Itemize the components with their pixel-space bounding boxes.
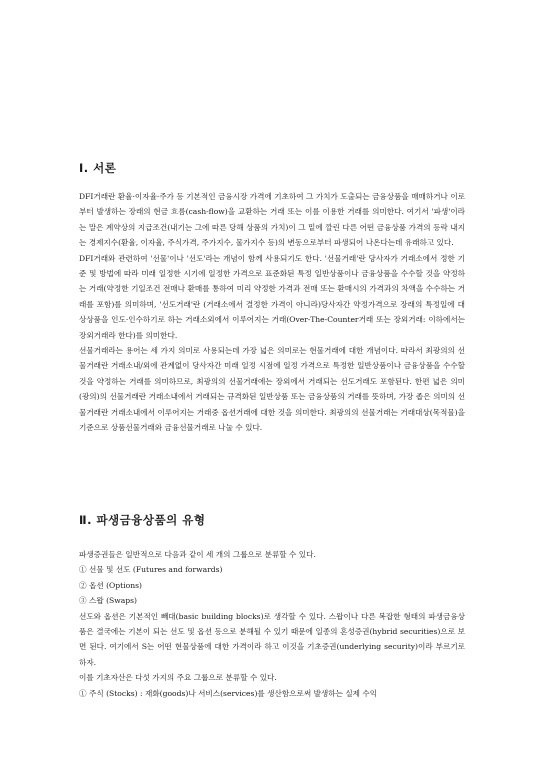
paragraph: 선도와 옵션은 기본적인 빼대(basic building blocks)로 생각할 수 있다. 스왑이나 다른 복잡한 형태의 파생금융상품은 결국에는 기본이 되는 선도 및 옵션 등으로 분해될 수 있기 때문에 일종의 혼성증권(hybrid securities)으로 보면 된다. 여기에서 S는 어떤 현물상품에 대한 가격이라 하고 이것을 기초증권(underlying security)이라 부르기로 하자. xyxy=(79,611,465,667)
list-item: ① 주식 (Stocks) : 재화(goods)나 서비스(services)를 생산함으로써 발생하는 실제 수익 xyxy=(79,688,378,698)
list-item: ③ 스왑 (Swaps) xyxy=(79,596,138,606)
list-item: ② 옵션 (Options) xyxy=(79,580,142,590)
list-item: ① 선물 및 선도 (Futures and forwards) xyxy=(79,565,223,575)
paragraph: DFI거래와 관련하여 '선물'이나 '선도'라는 개념이 함께 사용되기도 한다. '선물거래'란 당사자가 거래소에서 정한 기준 및 방법에 따라 미래 일정한 시기에 일정한 가격으로 표준화된 특정 일반상품이나 금융상품을 수수할 것을 약정하는 거래(약정한 기일조건 전매나 환매를 통하여 미리 약정한 가격과 전매 또는 환매시의 가격과의 차액을 수수하는 거래를 포함)를 의미하며, '선도거래'란 (거래소에서 결정한 가격이 아니라)당사자간 약정가격으로 장래의 특정일에 대상상품을 인도·인수하기로 하는 거래소외에서 이루어지는 거래(Over-The-Counter거래 또는 장외거래: 이하에서는 장외거래라 한다)를 의미한다. xyxy=(79,253,465,340)
paragraph: 파생증권들은 일반적으로 다음과 같이 세 개의 그룹으로 분류할 수 있다. xyxy=(79,550,316,559)
section-2-body xyxy=(79,547,465,701)
paragraph: 선물거래라는 용어는 세 가지 의미로 사용되는데 가장 넓은 의미로는 현물거래에 대한 개념이다. 따라서 최광의의 선물거래란 거래소내/외에 관계없이 당사자간 미래 일정 시점에 일정 가격으로 특정한 일반상품이나 금융상품을 수수할 것을 약정하는 거래를 의미하므로, 최광의의 선물거래에는 장외에서 거래되는 선도거래도 포함된다. 한편 넓은 의미(광의)의 선물거래란 거래소내에서 거래되는 규격화된 일반상품 또는 금융상품의 거래를 뜻하며, 가장 좁은 의미의 선물거래란 거래소내에서 이루어지는 거래중 옵션거래에 대한 것을 의미한다. 최광의의 선물거래는 거래대상(목적물)을 기준으로 상품선물거래와 금융선물거래로 나눌 수 있다. xyxy=(79,346,465,433)
section-1-body xyxy=(79,189,465,436)
section-1-heading: Ⅰ. 서론 xyxy=(79,161,117,175)
section-2-heading: Ⅱ. 파생금융상품의 유형 xyxy=(79,513,206,527)
paragraph: DFI거래란 환율·이자율·주가 등 기본적인 금융시장 가격에 기초하여 그 가치가 도출되는 금융상품을 매매하거나 이로부터 발생하는 장래의 현금 흐름(cash-flow)을 교환하는 거래 또는 이를 이용한 거래를 의미한다. 여기서 '파생'이라는 말은 계약상의 지급조건(내기는 그에 따른 당해 상품의 가치)이 그 밑에 깔린 다른 어떤 금융상품 가격의 등락 내지는 경제지수(환율, 이자율, 주식가격, 주가지수, 물가지수 등)의 변동으로부터 파생되어 나온다는데 유래하고 있다. xyxy=(79,192,465,248)
paragraph: 이를 기초자산은 다섯 가지의 주요 그룹으로 분류할 수 있다. xyxy=(79,673,277,683)
